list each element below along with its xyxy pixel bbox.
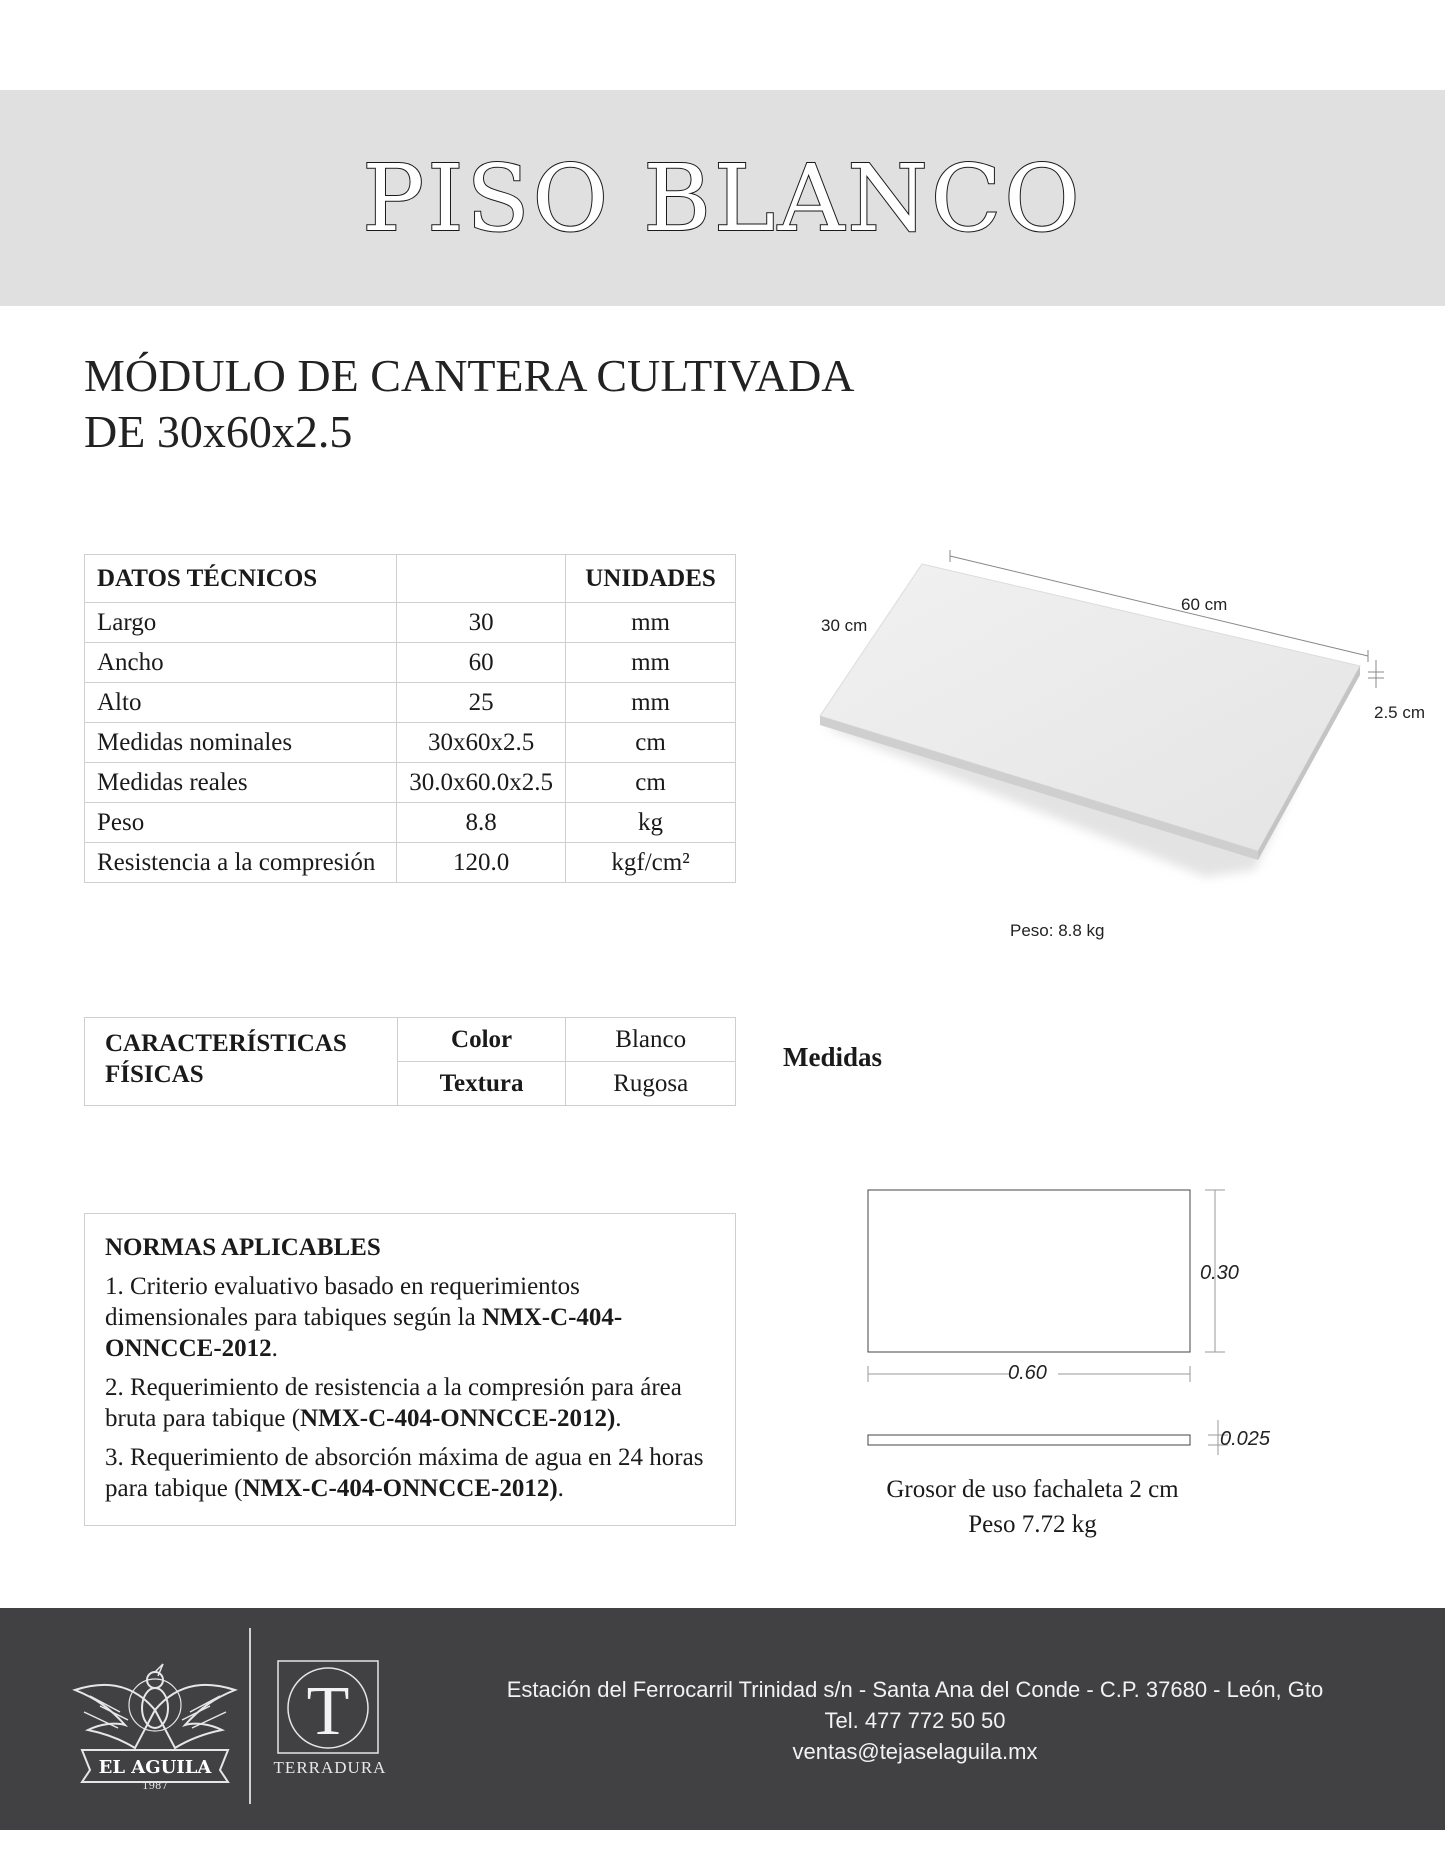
footer-contact	[455, 1674, 1375, 1767]
row-unit: kgf/cm²	[566, 843, 736, 883]
row-value: 30	[397, 603, 566, 643]
norma-tail: .	[615, 1405, 622, 1432]
caption-line-2: Peso 7.72 kg	[968, 1511, 1097, 1538]
norma-code: NMX-C-404-ONNCCE-2012)	[300, 1405, 616, 1432]
norma-code: NMX-C-404-ONNCCE-2012)	[242, 1475, 558, 1502]
row-value: 30.0x60.0x2.5	[397, 763, 566, 803]
footer-divider	[249, 1628, 251, 1804]
row-value: 120.0	[397, 843, 566, 883]
row-value: 25	[397, 683, 566, 723]
terradura-letter: T	[306, 1673, 350, 1750]
technical-data-table	[84, 554, 736, 883]
terradura-name: TERRADURA	[273, 1758, 387, 1777]
norma-text: 3. Requerimiento de absorción máxima de agua en 24 horas para tabique (	[105, 1444, 704, 1502]
width-label: 60 cm	[1181, 595, 1228, 614]
table-header-row	[85, 555, 736, 603]
depth-label: 30 cm	[821, 616, 868, 635]
dimension-diagram	[860, 1185, 1260, 1455]
normas-box	[84, 1213, 736, 1526]
table-row	[85, 603, 736, 643]
row-label: Color	[397, 1018, 566, 1062]
norma-item	[105, 1442, 715, 1504]
footer-phone: Tel. 477 772 50 50	[824, 1708, 1006, 1733]
row-label: Ancho	[85, 643, 397, 683]
diagram-tile-edge	[868, 1435, 1190, 1445]
caption-line-1: Grosor de uso fachaleta 2 cm	[886, 1476, 1179, 1503]
weight-label: Peso: 8.8 kg	[1010, 921, 1105, 940]
table-row	[85, 1018, 736, 1062]
diagram-thickness-label: 0.025	[1220, 1428, 1271, 1450]
diagram-tile-front	[868, 1190, 1190, 1352]
subtitle-line-2: DE 30x60x2.5	[84, 406, 353, 457]
logo-name: EL AGUILA	[98, 1757, 212, 1778]
table-row	[85, 763, 736, 803]
product-subtitle	[84, 348, 855, 460]
row-unit: cm	[566, 763, 736, 803]
page-title: PISO BLANCO	[362, 144, 1083, 252]
row-value: Blanco	[566, 1018, 736, 1062]
row-label: Medidas reales	[85, 763, 397, 803]
table-row	[85, 723, 736, 763]
tile-product-image	[800, 548, 1440, 908]
el-aguila-logo	[70, 1650, 240, 1790]
footer	[0, 1608, 1445, 1830]
row-value: Rugosa	[566, 1062, 736, 1106]
norma-code: NMX-C-404-ONNCCE-2012	[105, 1304, 623, 1362]
row-value: 8.8	[397, 803, 566, 843]
table-header: DATOS TÉCNICOS	[85, 555, 397, 603]
norma-tail: .	[557, 1475, 564, 1502]
row-unit: kg	[566, 803, 736, 843]
medidas-heading: Medidas	[783, 1042, 883, 1072]
norma-text: 1. Criterio evaluativo basado en requerimientos dimensionales para tabiques según la	[105, 1273, 580, 1331]
norma-text: 2. Requerimiento de resistencia a la compresión para área bruta para tabique (	[105, 1374, 682, 1432]
row-label: Alto	[85, 683, 397, 723]
row-label: Textura	[397, 1062, 566, 1106]
table-header: UNIDADES	[566, 555, 736, 603]
table-row	[85, 843, 736, 883]
footer-address: Estación del Ferrocarril Trinidad s/n - Santa Ana del Conde - C.P. 37680 - León, Gto	[506, 1677, 1324, 1702]
normas-title: NORMAS APLICABLES	[105, 1234, 381, 1261]
footer-email[interactable]: ventas@tejaselaguila.mx	[792, 1739, 1038, 1764]
table-row	[85, 683, 736, 723]
row-unit: cm	[566, 723, 736, 763]
logo-year: 1987	[142, 1781, 168, 1790]
row-value: 60	[397, 643, 566, 683]
thickness-label: 2.5 cm	[1374, 703, 1426, 722]
table-row	[85, 803, 736, 843]
row-value: 30x60x2.5	[397, 723, 566, 763]
physical-heading-line-1: CARACTERÍSTICAS	[105, 1030, 347, 1057]
diagram-caption	[835, 1472, 1230, 1542]
diagram-width-label: 0.60	[1008, 1362, 1047, 1384]
table-row	[85, 643, 736, 683]
row-unit: mm	[566, 603, 736, 643]
row-label: Largo	[85, 603, 397, 643]
table-header	[397, 555, 566, 603]
row-label: Peso	[85, 803, 397, 843]
physical-heading-line-2: FÍSICAS	[105, 1061, 204, 1088]
physical-characteristics-table	[84, 1017, 736, 1106]
norma-item	[105, 1271, 715, 1364]
norma-tail: .	[271, 1335, 278, 1362]
row-unit: mm	[566, 643, 736, 683]
physical-heading	[85, 1018, 398, 1106]
row-label: Resistencia a la compresión	[85, 843, 397, 883]
diagram-height-label: 0.30	[1200, 1262, 1239, 1284]
terradura-logo	[275, 1658, 385, 1758]
title-banner	[0, 90, 1445, 306]
norma-item	[105, 1372, 715, 1434]
row-label: Medidas nominales	[85, 723, 397, 763]
row-unit: mm	[566, 683, 736, 723]
subtitle-line-1: MÓDULO DE CANTERA CULTIVADA	[84, 350, 855, 401]
